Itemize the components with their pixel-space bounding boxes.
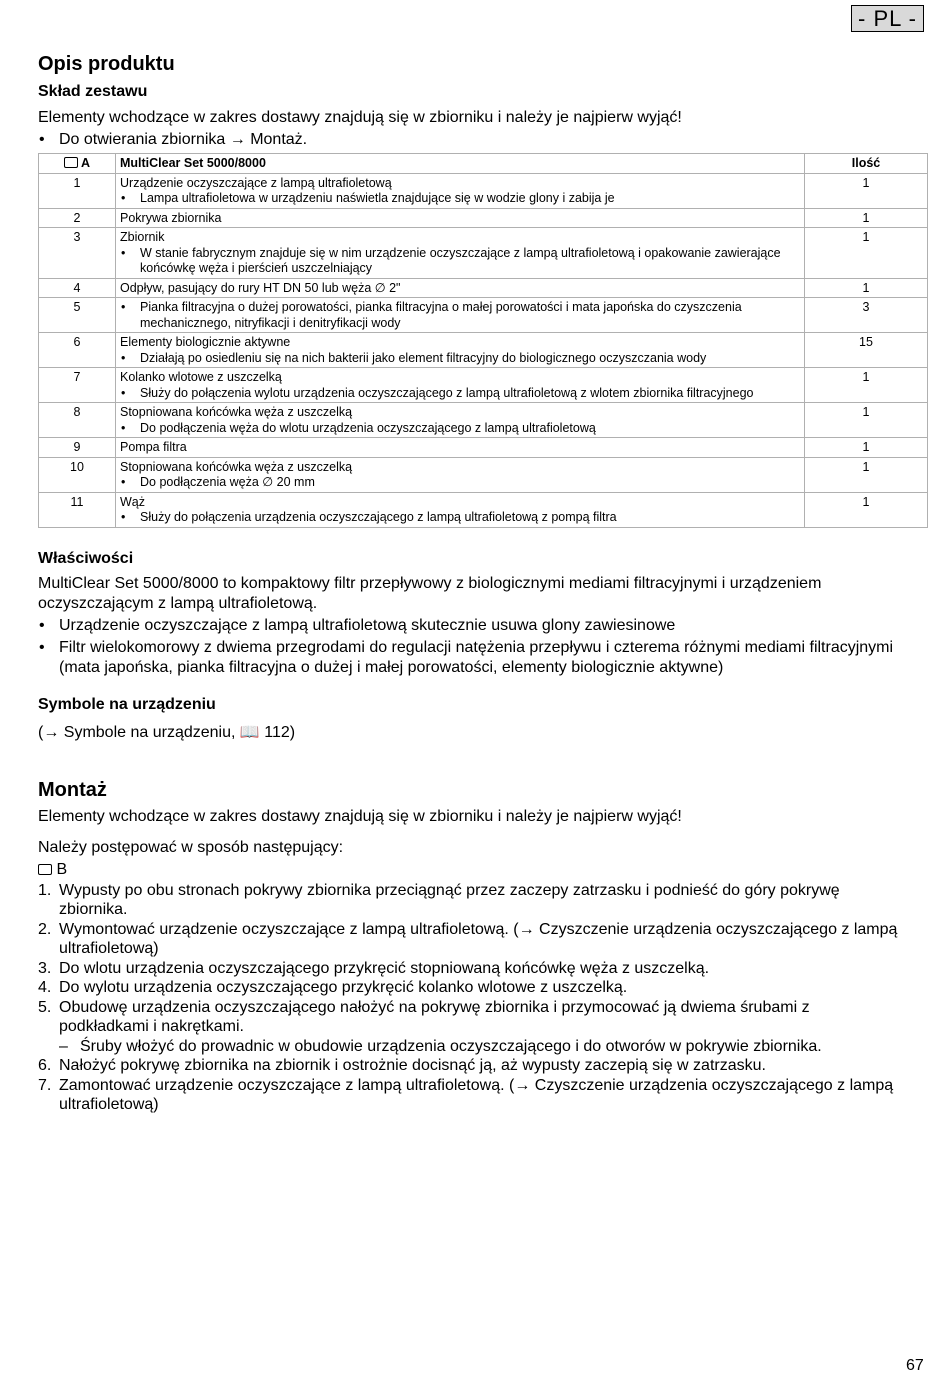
row-number: 9 xyxy=(39,438,116,458)
assembly-step xyxy=(38,881,903,920)
step-text: Nałożyć pokrywę zbiornika na zbiornik i ostrożnie docisnąć ją, aż wypusty zaczepią się w zatrzasku. xyxy=(59,1057,766,1074)
section-title-assembly: Montaż xyxy=(38,778,107,801)
row-description xyxy=(116,173,805,208)
assembly-substep: – Śruby włożyć do prowadnic w obudowie urządzenia oczyszczającego i do otworów w pokrywie zbiornika. xyxy=(59,1037,822,1055)
assembly-step xyxy=(38,920,903,959)
step-text: Wymontować urządzenie oczyszczające z lampą ultrafioletową. (→ Czyszczenie urządzenia oczyszczającego z lampą ultrafioletową) xyxy=(59,920,898,957)
table-row xyxy=(39,333,928,368)
step-text: Obudowę urządzenia oczyszczającego nałożyć na pokrywę zbiornika i przymocować ją dwiema śrubami z podkładkami i nakrętkami. xyxy=(59,998,810,1035)
table-row xyxy=(39,228,928,279)
row-description xyxy=(116,228,805,279)
assembly-step xyxy=(38,1056,903,1076)
row-description xyxy=(116,298,805,333)
row-quantity: 3 xyxy=(805,298,928,333)
row-description xyxy=(116,278,805,298)
parts-table xyxy=(38,153,928,528)
table-row xyxy=(39,208,928,228)
row-number: 10 xyxy=(39,457,116,492)
row-name: Pokrywa zbiornika xyxy=(120,210,222,225)
row-bullet: • Pianka filtracyjna o dużej porowatości, pianka filtracyjna o małej porowatości i mata japońska do czyszczenia mechanicznego, nitryfikacji i denitryfikacji wody xyxy=(120,300,800,331)
assembly-steps-continued xyxy=(38,1056,903,1115)
row-number: 1 xyxy=(39,173,116,208)
assembly-steps xyxy=(38,881,903,1037)
row-number: 5 xyxy=(39,298,116,333)
step-number: 4. xyxy=(38,979,52,996)
figure-icon xyxy=(38,864,52,875)
row-name: Stopniowana końcówka węża z uszczelką xyxy=(120,459,353,474)
row-name: Urządzenie oczyszczające z lampą ultrafioletową xyxy=(120,175,392,190)
properties-text: MultiClear Set 5000/8000 to kompaktowy filtr przepływowy z biologicznymi mediami filtracyjnymi i urządzeniem oczyszczającym z lampą ultrafioletową. xyxy=(38,574,822,612)
row-bullet: • Działają po osiedleniu się na nich bakterii jako element filtracyjny do biologicznego oczyszczania wody xyxy=(120,351,800,367)
step-text: Do wylotu urządzenia oczyszczającego przykręcić kolanko wlotowe z uszczelką. xyxy=(59,979,628,996)
row-bullet: • Lampa ultrafioletowa w urządzeniu naświetla znajdujące się w wodzie glony i zabija je xyxy=(120,191,800,207)
row-number: 7 xyxy=(39,368,116,403)
row-name: Odpływ, pasujący do rury HT DN 50 lub węża ∅ 2" xyxy=(120,280,401,295)
row-bullet: • Służy do połączenia urządzenia oczyszczającego z lampą ultrafioletową z pompą filtra xyxy=(120,510,800,526)
row-quantity: 1 xyxy=(805,173,928,208)
page-number: 67 xyxy=(906,1357,924,1374)
row-quantity: 1 xyxy=(805,228,928,279)
row-quantity: 1 xyxy=(805,403,928,438)
step-text: Do wlotu urządzenia oczyszczającego przykręcić stopniowaną końcówkę węża z uszczelką. xyxy=(59,959,710,977)
table-header-figure: A xyxy=(39,154,116,174)
row-description xyxy=(116,368,805,403)
row-bullet: • Do podłączenia węża do wlotu urządzenia oczyszczającego z lampą ultrafioletową xyxy=(120,421,800,437)
row-number: 3 xyxy=(39,228,116,279)
row-number: 6 xyxy=(39,333,116,368)
table-row xyxy=(39,278,928,298)
page-content xyxy=(38,50,928,1115)
row-description xyxy=(116,208,805,228)
row-number: 11 xyxy=(39,492,116,527)
table-header-product: MultiClear Set 5000/8000 xyxy=(116,154,805,174)
properties-bullet: • Urządzenie oczyszczające z lampą ultrafioletową skutecznie usuwa glony zawiesinowe xyxy=(38,616,926,636)
row-bullet: • W stanie fabrycznym znajduje się w nim urządzenie oczyszczające z lampą ultrafioletową i opakowanie zawierające końcówkę węża i pierścień uszczelniający xyxy=(120,246,788,277)
row-quantity: 1 xyxy=(805,457,928,492)
step-number: 7. xyxy=(38,1076,52,1094)
row-name: Wąż xyxy=(120,494,145,509)
kit-open-bullet: • Do otwierania zbiornika → Montaż. xyxy=(38,130,928,150)
step-text: Zamontować urządzenie oczyszczające z lampą ultrafioletową. (→ Czyszczenie urządzenia oczyszczającego z lampą ultrafioletową) xyxy=(59,1076,894,1113)
parts-table-header xyxy=(39,154,928,174)
row-quantity: 1 xyxy=(805,492,928,527)
symbols-reference: (→ Symbole na urządzeniu, 📖 112) xyxy=(38,723,296,741)
section-title-symbols: Symbole na urządzeniu xyxy=(38,695,216,713)
step-number: 6. xyxy=(38,1057,52,1074)
row-quantity: 1 xyxy=(805,368,928,403)
section-title-properties: Właściwości xyxy=(38,549,134,567)
assembly-step xyxy=(38,978,903,998)
subsection-title-kit: Skład zestawu xyxy=(38,83,148,100)
row-number: 2 xyxy=(39,208,116,228)
step-number: 3. xyxy=(38,959,52,977)
table-header-quantity: Ilość xyxy=(805,154,928,174)
row-quantity: 15 xyxy=(805,333,928,368)
kit-intro-text: Elementy wchodzące w zakres dostawy znajdują się w zbiorniku i należy je najpierw wyjąć! xyxy=(38,109,682,126)
assembly-proceed: Należy postępować w sposób następujący: xyxy=(38,838,344,856)
row-quantity: 1 xyxy=(805,208,928,228)
assembly-step xyxy=(38,1076,903,1115)
table-row xyxy=(39,403,928,438)
step-number: 2. xyxy=(38,920,52,938)
row-bullet: • Służy do połączenia wylotu urządzenia oczyszczającego z lampą ultrafioletową z wlotem zbiornika filtracyjnego xyxy=(120,386,800,402)
table-row xyxy=(39,298,928,333)
table-row xyxy=(39,438,928,458)
table-row xyxy=(39,492,928,527)
row-name: Zbiornik xyxy=(120,230,165,244)
row-description xyxy=(116,492,805,527)
row-number: 8 xyxy=(39,403,116,438)
step-number: 1. xyxy=(38,881,52,899)
row-name: Pompa filtra xyxy=(120,440,187,454)
properties-bullet: • Filtr wielokomorowy z dwiema przegrodami do regulacji natężenia przepływu i czterema różnymi mediami filtracyjnymi (mata japońska, pianka filtracyjna o dużej i małej porowatości, elementy biologicznie aktywne) xyxy=(38,638,926,678)
figure-icon xyxy=(64,157,78,168)
step-text: Wypusty po obu stronach pokrywy zbiornika przeciągnąć przez zaczepy zatrzasku i podnieść do góry pokrywę zbiornika. xyxy=(59,881,840,918)
row-description xyxy=(116,333,805,368)
row-quantity: 1 xyxy=(805,438,928,458)
row-description xyxy=(116,403,805,438)
row-bullet: • Do podłączenia węża ∅ 20 mm xyxy=(120,475,800,491)
language-badge: - PL - xyxy=(851,5,924,32)
row-number: 4 xyxy=(39,278,116,298)
assembly-step xyxy=(38,998,903,1037)
row-description xyxy=(116,438,805,458)
assembly-step xyxy=(38,959,903,979)
row-quantity: 1 xyxy=(805,278,928,298)
table-row xyxy=(39,368,928,403)
properties-bullets xyxy=(38,616,926,678)
row-name: Kolanko wlotowe z uszczelką xyxy=(120,370,282,384)
table-row xyxy=(39,173,928,208)
row-name: Elementy biologicznie aktywne xyxy=(120,335,291,349)
assembly-figure-ref: B xyxy=(38,860,928,880)
table-row xyxy=(39,457,928,492)
section-title-product: Opis produktu xyxy=(38,53,175,75)
row-name: Stopniowana końcówka węża z uszczelką xyxy=(120,405,353,419)
assembly-intro: Elementy wchodzące w zakres dostawy znajdują się w zbiorniku i należy je najpierw wyjąć! xyxy=(38,807,682,825)
step-number: 5. xyxy=(38,998,52,1016)
row-description xyxy=(116,457,805,492)
